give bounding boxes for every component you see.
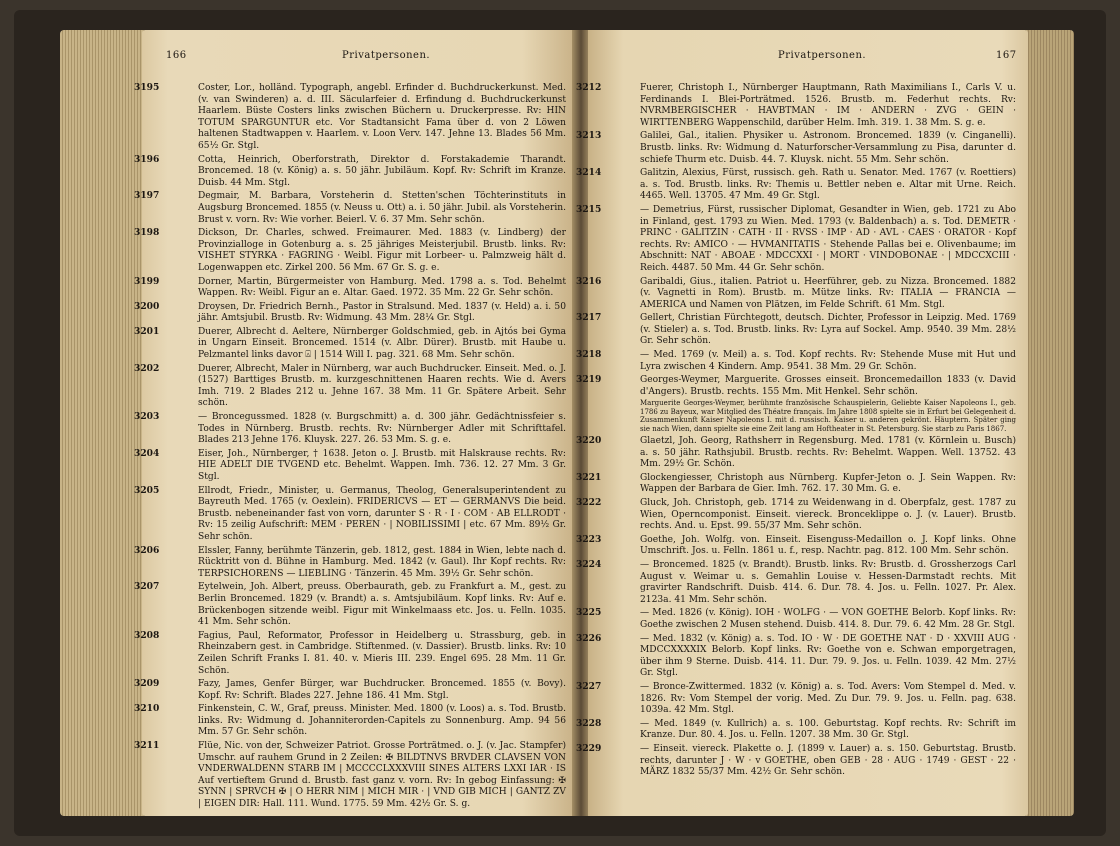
page-number: 167 [996, 50, 1017, 61]
entry-number: 3229 [576, 742, 602, 754]
entry-number: 3195 [134, 82, 160, 93]
entry-number: 3221 [576, 471, 602, 483]
entry-text: Duerer, Albrecht, Maler in Nürnberg, war auch Buchdrucker. Einseit. Med. o. J. (1527) Barttiges Brustb. m. kurzgeschnittenen Haaren rechts. Wie d. Avers Imh. 719. 2 Blades 212 u. Jehne 167. 38 Mm. 11 Gr. Spätere Arbeit. Sehr schön. [198, 363, 566, 409]
entry-text: Dickson, Dr. Charles, schwed. Freimaurer. Med. 1883 (v. Lindberg) der Provinzialloge in Gotenburg a. s. 25 jähriges Meisterjubil. Brustb. links. Rv: VISHET STYRKA · FAGRING · Weibl. Figur mit Lorbeer- u. Palmzweig hält d. Logenwappen etc. Zirkel 200. 56 Mm. 67 Gr. S. g. e. [198, 228, 566, 273]
entry-text: Georges-Weymer, Marguerite. Grosses einseit. Broncemedaillon 1833 (v. David d'Angers). Brustb. rechts. 155 Mm. Mit Henkel. Sehr schön. [640, 375, 1016, 397]
entry-number: 3220 [576, 435, 602, 447]
page-header: Privatpersonen. [778, 50, 867, 61]
footnote: Marguerite Georges-Weymer, berühmte französische Schauspielerin, Geliebte Kaiser Napoleons I., geb. 1786 zu Bayeux, war Mitglied des Théatre français. Im Jahre 1808 spielte sie in Erfurt bei Gelegenheit d. Zusammenkunft Kaiser Napoleons I. mit d. russisch. Kaiser u. anderen gekrönt. Häuptern. Später ging sie nach Wien, dann spielte sie eine Zeit lang am Hoftheater in St. Petersburg. Sie starb zu Paris 1867. [640, 399, 1016, 433]
entry-text: — Broncemed. 1825 (v. Brandt). Brustb. links. Rv: Brustb. d. Grossherzogs Carl August v. Weimar u. s. Gemahlin Louise v. Hessen-Darmstadt rechts. Mit gravirter Randschrift. Duisb. 414. 6. Dur. 78. 4. Jos. u. Felln. 1027. Pr. Alex. 2123a. 41 Mm. Sehr schön. [640, 560, 1016, 605]
catalog-entry [134, 300, 566, 325]
catalog-entry [134, 447, 566, 484]
entry-text: Duerer, Albrecht d. Aeltere, Nürnberger Goldschmied, geb. in Ajtós bei Gyma in Ungarn Einseit. Broncemed. 1514 (v. Albr. Dürer). Brustb. mit Haube u. Pelzmantel links davor ⍓ | 1514 Will I. pag. 321. 68 Mm. Sehr schön. [198, 326, 566, 361]
catalog-entry [576, 717, 1016, 742]
entry-text: Galilei, Gal., italien. Physiker u. Astronom. Broncemed. 1839 (v. Cinganelli). Brustb. links. Rv: Widmung d. Naturforscher-Versammlung zu Pisa, darunter d. schiefe Thurm etc. Duisb. 44. 7. Kluysk. nicht. 55 Mm. Sehr schön. [640, 131, 1016, 165]
entry-number: 3206 [134, 544, 160, 556]
left-page [134, 30, 574, 816]
entry-text: — Med. 1832 (v. König) a. s. Tod. IO · W · DE GOETHE NAT · D · XXVIII AUG · MDCCXXXXIX Belorb. Kopf links. Rv: Goethe von e. Schwan emporgetragen, über ihm 9 Sterne. Duisb. 414. 11. Dur. 79. 9. Jos. u. Felln. 1039. 42 Mm. 27½ Gr. Stgl. [640, 633, 1016, 679]
entry-number: 3207 [134, 581, 160, 593]
entry-number: 3197 [134, 190, 160, 202]
entry-number: 3226 [576, 632, 602, 644]
entry-number: 3224 [576, 559, 602, 570]
entry-list [576, 82, 1016, 780]
entry-text: Glaetzl, Joh. Georg, Rathsherr in Regensburg. Med. 1781 (v. Körnlein u. Busch) a. s. 50 jähr. Rathsjubil. Brustb. rechts. Rv: Behelmt. Wappen. Well. 13752. 43 Mm. 29½ Gr. Schön. [640, 436, 1016, 470]
catalog-entry [576, 167, 1016, 203]
catalog-entry [134, 740, 566, 811]
entry-number: 3212 [576, 82, 602, 93]
page-header: Privatpersonen. [342, 50, 431, 61]
catalog-entry [576, 82, 1016, 129]
catalog-entry [134, 484, 566, 544]
entry-text: — Broncegussmed. 1828 (v. Burgschmitt) a. d. 300 jähr. Gedächtnissfeier s. Todes in Nürnberg. Brustb. rechts. Rv: Nürnberger Adler mit Schrifttafel. Blades 213 Jehne 176. Kluysk. 227. 26. 53 Mm. S. g. e. [198, 412, 566, 446]
entry-number: 3203 [134, 411, 160, 423]
catalog-entry [576, 435, 1016, 471]
catalog-entry [576, 607, 1016, 631]
entry-number: 3213 [576, 130, 602, 142]
entry-number: 3205 [134, 484, 160, 496]
entry-text: — Med. 1849 (v. Kullrich) a. s. 100. Geburtstag. Kopf rechts. Rv: Schrift im Kranze. Dur. 80. 4. Jos. u. Felln. 1207. 38 Mm. 30 Gr. Stgl. [640, 718, 1016, 741]
entry-text: Dorner, Martin, Bürgermeister von Hamburg. Med. 1798 a. s. Tod. Behelmt Wappen. Rv: Weibl. Figur an e. Altar. Gaed. 1972. 35 Mm. 22 Gr. Sehr schön. [198, 276, 566, 299]
entry-text: Droysen, Dr. Friedrich Bernh., Pastor in Stralsund. Med. 1837 (v. Held) a. i. 50 jähr. Amtsjubil. Brustb. Rv: Widmung. 43 Mm. 28¼ Gr. Stgl. [198, 301, 566, 324]
entry-number: 3210 [134, 703, 160, 715]
catalog-entry [576, 471, 1016, 496]
entry-text: — Bronce-Zwittermed. 1832 (v. König) a. s. Tod. Avers: Vom Stempel d. Med. v. 1826. Rv: Vom Stempel der vorig. Med. Zu Dur. 79. 9. Jos. u. Felln. pag. 638. 1039a. 42 Mm. Stgl. [640, 681, 1016, 716]
catalog-entry [134, 703, 566, 739]
right-page-edges [1026, 30, 1074, 816]
entry-text: Elssler, Fanny, berühmte Tänzerin, geb. 1812, gest. 1884 in Wien, lebte nach d. Rücktritt von d. Bühne in Hamburg. Med. 1842 (v. Gaul). Ihr Kopf rechts. Rv: TERPSICHORENS — LIEBLING · Tänzerin. 45 Mm. 39½ Gr. Sehr schön. [198, 545, 566, 579]
catalog-entry [134, 411, 566, 447]
entry-number: 3209 [134, 678, 160, 690]
entry-text: Goethe, Joh. Wolfg. von. Einseit. Eisenguss-Medaillon o. J. Kopf links. Ohne Umschrift. Jos. u. Felln. 1861 u. f., resp. Nachtr. pag. 812. 100 Mm. Sehr schön. [640, 534, 1016, 557]
entry-text: Gluck, Joh. Christoph, geb. 1714 zu Weidenwang in d. Oberpfalz, gest. 1787 zu Wien, Operncomponist. Einseit. viereck. Bronceklippe o. J. (v. Lauer). Brustb. rechts. And. u. Epst. 99. 55/37 Mm. Sehr schön. [640, 498, 1016, 532]
entry-text: Glockengiesser, Christoph aus Nürnberg. Kupfer-Jeton o. J. Sein Wappen. Rv: Wappen der Barbara de Gier. Imh. 762. 17. 30 Mm. G. e. [640, 472, 1016, 495]
left-page-edges [60, 30, 144, 816]
entry-text: Fuerer, Christoph I., Nürnberger Hauptmann, Rath Maximilians I., Carls V. u. Ferdinands I. Blei-Porträtmed. 1526. Brustb. m. Federhut rechts. Rv: NVRMBERGISCHER · HAVBTMAN · IM · ANDERN · ZVG · GEIN · WIRTTENBERG Wappenschild, darüber Helm. Imh. 319. 1. 38 Mm. S. g. e. [640, 83, 1016, 128]
catalog-entry [134, 581, 566, 628]
entry-text: Degmair, M. Barbara, Vorsteherin d. Stetten'schen Töchterinstituts in Augsburg Broncemed. 1855 (v. Neuss u. Ott) a. i. 50 jähr. Jubil. als Vorsteherin. Brust v. vorn. Rv: Wie vorher. Beierl. V. 6. 37 Mm. Sehr schön. [198, 191, 566, 225]
catalog-entry [576, 497, 1016, 533]
catalog-entry [576, 533, 1016, 558]
entry-number: 3219 [576, 374, 602, 386]
entry-number: 3204 [134, 447, 160, 459]
entry-number: 3225 [576, 607, 602, 619]
catalog-entry [134, 362, 566, 410]
catalog-entry [576, 312, 1016, 348]
entry-number: 3218 [576, 349, 602, 361]
catalog-entry [134, 629, 566, 677]
entry-text: — Med. 1826 (v. König). IOH · WOLFG · — VON GOETHE Belorb. Kopf links. Rv: Goethe zwischen 2 Musen stehend. Duisb. 414. 8. Dur. 79. 6. 42 Mm. 28 Gr. Stgl. [640, 608, 1016, 630]
catalog-entry [134, 544, 566, 581]
entry-number: 3217 [576, 312, 602, 324]
entry-number: 3202 [134, 362, 160, 374]
entry-text: Gellert, Christian Fürchtegott, deutsch. Dichter, Professor in Leipzig. Med. 1769 (v. Stieler) a. s. Tod. Brustb. links. Rv: Lyra auf Sockel. Amp. 9540. 39 Mm. 28½ Gr. Sehr schön. [640, 313, 1016, 347]
catalog-entry [576, 680, 1016, 717]
catalog-entry [134, 275, 566, 300]
entry-text: Eiser, Joh., Nürnberger, † 1638. Jeton o. J. Brustb. mit Halskrause rechts. Rv: HIE ADELT DIE TVGEND etc. Behelmt. Wappen. Imh. 736. 12. 27 Mm. 3 Gr. Stgl. [198, 448, 566, 482]
catalog-entry [576, 632, 1016, 680]
entry-text: — Demetrius, Fürst, russischer Diplomat, Gesandter in Wien, geb. 1721 zu Abo in Finland, gest. 1793 zu Wien. Med. 1793 (v. Baldenbach) a. s. Tod. DEMETR · PRINC · GALITZIN · CATH · II · RVSS · IMP · AD · AVL · CAES · ORATOR · Kopf rechts. Rv: AMICO · — HVMANITATIS · Stehende Pallas bei e. Olivenbaume; im Abschnitt: NAT · ABOAE · MDCCXXI · | MORT · VINDOBONAE · | MDCCXCIII · Reich. 4487. 50 Mm. 44 Gr. Sehr schön. [640, 204, 1016, 273]
catalog-entry [576, 203, 1016, 275]
entry-text: Coster, Lor., holländ. Typograph, angebl. Erfinder d. Buchdruckerkunst. Med. (v. van Swinderen) a. d. III. Säcularfeier d. Erfindung d. Buchdruckerkunst Haarlem. Büste Costers links zwischen Büchern u. Druckerpresse. Rv: HIN TOTUM SPARGUNTUR etc. Vor Stadtansicht Fama über d. von 2 Löwen haltenen Stadtwappen v. Haarlem. v. Loon Verv. 147. Jehne 13. Blades 56 Mm. 65½ Gr. Stgl. [198, 83, 566, 151]
entry-text: Eytelwein, Joh. Albert, preuss. Oberbaurath, geb. zu Frankfurt a. M., gest. zu Berlin Broncemed. 1829 (v. Brandt) a. s. Amtsjubiläum. Kopf links. Rv: Auf e. Brückenbogen sitzende weibl. Figur mit Winkelmaass etc. Jos. u. Felln. 1035. 41 Mm. Sehr schön. [198, 582, 566, 628]
catalog-entry [576, 130, 1016, 166]
catalog-entry [576, 374, 1016, 398]
catalog-entry [576, 349, 1016, 373]
entry-text: Ellrodt, Friedr., Minister, u. Germanus, Theolog, Generalsuperintendent zu Bayreuth Med. 1765 (v. Oexlein). FRIDERICVS — ET — GERMANVS Die beid. Brustb. nebeneinander fast von vorn, darunter S · R · I · COM · AB ELLRODT · Rv: 15 zeilig Aufschrift: MEM · PEREN · | NOBILISSIMI | etc. 67 Mm. 89½ Gr. Sehr schön. [198, 485, 566, 542]
page-number: 166 [166, 50, 187, 61]
entry-number: 3228 [576, 717, 602, 729]
catalog-entry [576, 275, 1016, 312]
entry-number: 3200 [134, 300, 160, 312]
entry-text: Flüe, Nic. von der, Schweizer Patriot. Grosse Porträtmed. o. J. (v. Jac. Stampfer) Umschr. auf rauhem Grund in 2 Zeilen: ✠ BILDTNVS BRVDER CLAVSEN VON VNDERWALDENN STARB IM | MCCCCLXXXVIII SINES ALTERS LXXI IAR · IS Auf vertieftem Grund d. Brustb. fast ganz v. vorn. Rv: In gebog Einfassung: ✠ SYNN | SPRVCH ✠ | O HERR NIM | MICH MIR · | VND GIB MICH | GANTZ ZV | EIGEN DIR: Hall. 111. Wund. 1775. 59 Mm. 42½ Gr. S. g. [198, 741, 566, 810]
entry-list [134, 82, 566, 812]
entry-text: Garibaldi, Gius., italien. Patriot u. Heerführer, geb. zu Nizza. Broncemed. 1882 (v. Vagnetti in Rom). Brustb. m. Mütze links. Rv: ITALIA — FRANCIA — AMERICA und Namen von Plätzen, im Felde Schrift. 61 Mm. Stgl. [640, 276, 1016, 310]
entry-number: 3216 [576, 275, 602, 287]
entry-text: Finkenstein, C. W., Graf, preuss. Minister. Med. 1800 (v. Loos) a. s. Tod. Brustb. links. Rv: Widmung d. Johanniterorden-Capitels zu Sonnenburg. Amp. 94 56 Mm. 57 Gr. Sehr schön. [198, 704, 566, 738]
catalog-entry [134, 325, 566, 362]
entry-text: Fazy, James, Genfer Bürger, war Buchdrucker. Broncemed. 1855 (v. Bovy). Kopf. Rv: Schrift. Blades 227. Jehne 186. 41 Mm. Stgl. [198, 679, 566, 701]
entry-number: 3214 [576, 167, 602, 179]
entry-text: Galitzin, Alexius, Fürst, russisch. geh. Rath u. Senator. Med. 1767 (v. Roettiers) a. s. Tod. Brustb. links. Rv: Themis u. Bettler neben e. Altar mit Urne. Reich. 4465. Well. 13705. 47 Mm. 49 Gr. Stgl. [640, 168, 1016, 202]
entry-text: Cotta, Heinrich, Oberforstrath, Direktor d. Forstakademie Tharandt. Broncemed. 18 (v. König) a. s. 50 jähr. Jubiläum. Kopf. Rv: Schrift im Kranze. Duisb. 44 Mm. Stgl. [198, 154, 566, 188]
entry-number: 3201 [134, 325, 160, 337]
catalog-entry [576, 559, 1016, 606]
entry-text: — Einseit. viereck. Plakette o. J. (1899 v. Lauer) a. s. 150. Geburtstag. Brustb. rechts, darunter J · W · v GOETHE, oben GEB · 28 · AUG · 1749 · GEST · 22 · MÄRZ 1832 55/37 Mm. 42½ Gr. Sehr schön. [640, 743, 1016, 778]
entry-text: — Med. 1769 (v. Meil) a. s. Tod. Kopf rechts. Rv: Stehende Muse mit Hut und Lyra zwischen 4 Kindern. Amp. 9541. 38 Mm. 29 Gr. Schön. [640, 350, 1016, 372]
right-page [576, 30, 1028, 816]
catalog-entry [134, 153, 566, 190]
entry-number: 3199 [134, 275, 160, 287]
catalog-entry [134, 227, 566, 274]
entry-number: 3198 [134, 227, 160, 239]
catalog-entry [134, 678, 566, 702]
entry-number: 3215 [576, 203, 602, 215]
entry-number: 3208 [134, 629, 160, 641]
entry-number: 3223 [576, 533, 602, 545]
catalog-entry [134, 190, 566, 226]
catalog-entry [576, 742, 1016, 779]
entry-number: 3211 [134, 740, 160, 752]
entry-text: Fagius, Paul, Reformator, Professor in Heidelberg u. Strassburg, geb. in Rheinzabern gest. in Cambridge. Stiftenmed. (v. Dassier). Brustb. links. Rv: 10 Zeilen Schrift Franks I. 81. 40. v. Mieris III. 239. Engel 695. 28 Mm. 11 Gr. Schön. [198, 630, 566, 676]
entry-number: 3222 [576, 497, 602, 509]
catalog-entry [134, 82, 566, 153]
entry-number: 3227 [576, 680, 602, 692]
entry-number: 3196 [134, 153, 160, 165]
